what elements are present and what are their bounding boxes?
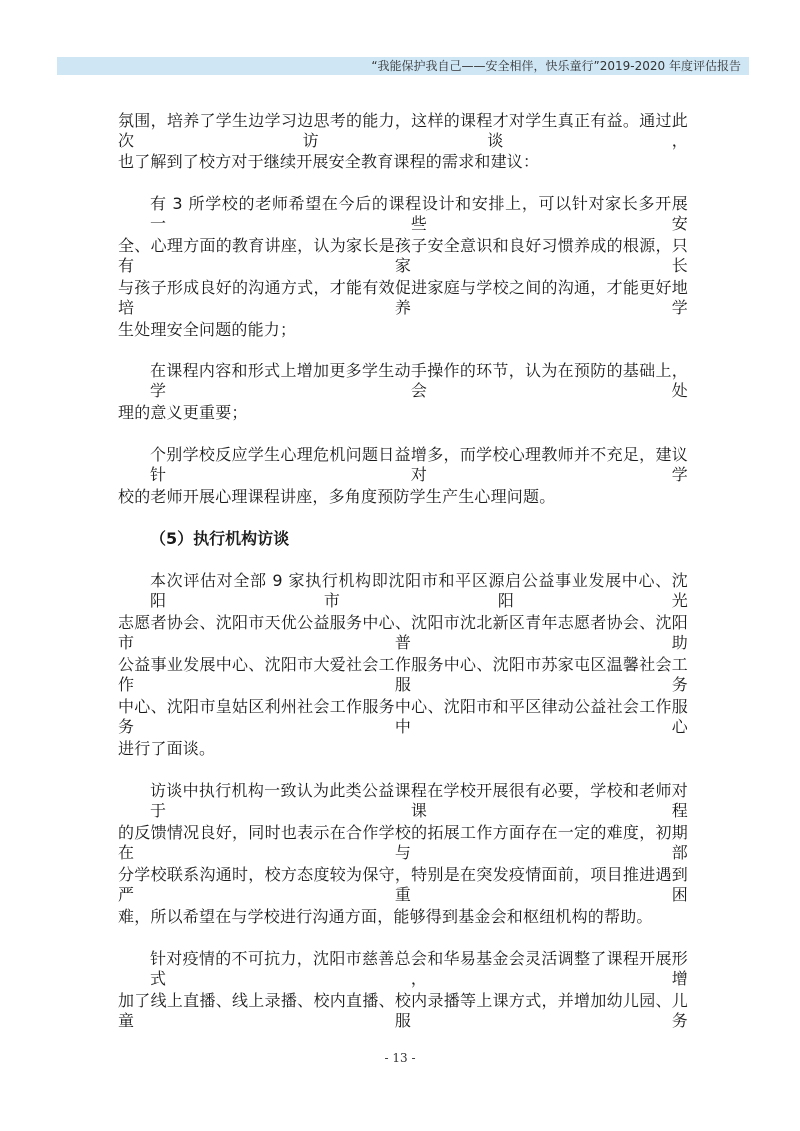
- paragraph-line: 个别学校反应学生心理危机问题日益增多，而学校心理教师并不充足，建议针对学: [150, 445, 688, 484]
- paragraph-line: 也了解到了校方对于继续开展安全教育课程的需求和建议：: [118, 152, 540, 171]
- header-bar: [57, 57, 749, 75]
- paragraph-line: 的反馈情况良好，同时也表示在合作学校的拓展工作方面存在一定的难度，初期在与部: [118, 823, 688, 862]
- paragraph-line: 有 3 所学校的老师希望在今后的课程设计和安排上，可以针对家长多开展一些安: [150, 194, 688, 233]
- paragraph-line: 难，所以希望在与学校进行沟通方面，能够得到基金会和枢纽机构的帮助。: [118, 907, 653, 926]
- paragraph-line: 与孩子形成良好的沟通方式，才能有效促进家庭与学校之间的沟通，才能更好地培养学: [118, 278, 688, 317]
- paragraph-line: 进行了面谈。: [118, 739, 216, 758]
- paragraph-line: 加了线上直播、线上录播、校内直播、校内录播等上课方式，并增加幼儿园、儿童服务: [118, 991, 688, 1030]
- paragraph-line: 理的意义更重要；: [118, 403, 248, 422]
- paragraph-line: 志愿者协会、沈阳市天优公益服务中心、沈阳市沈北新区青年志愿者协会、沈阳市普助: [118, 613, 688, 652]
- paragraph-line: 氛围，培养了学生边学习边思考的能力，这样的课程才对学生真正有益。通过此次访谈，: [118, 111, 688, 150]
- paragraph-line: 中心、沈阳市皇姑区利州社会工作服务中心、沈阳市和平区律动公益社会工作服务中心: [118, 697, 688, 736]
- paragraph-line: 生处理安全问题的能力；: [118, 320, 297, 339]
- paragraph-line: 在课程内容和形式上增加更多学生动手操作的环节，认为在预防的基础上，学会处: [150, 361, 688, 400]
- paragraph-line: 分学校联系沟通时，校方态度较为保守，特别是在突发疫情面前，项目推进遇到严重困: [118, 865, 688, 904]
- section-heading: （5）执行机构访谈: [150, 529, 290, 548]
- report-title: “我能保护我自己——安全相伴，快乐童行”2019-2020 年度评估报告: [371, 59, 741, 73]
- paragraph-line: 本次评估对全部 9 家执行机构即沈阳市和平区源启公益事业发展中心、沈阳市阳光: [150, 571, 688, 610]
- paragraph-line: 公益事业发展中心、沈阳市大爱社会工作服务中心、沈阳市苏家屯区温馨社会工作服务: [118, 655, 688, 694]
- paragraph-line: 全、心理方面的教育讲座，认为家长是孩子安全意识和良好习惯养成的根源，只有家长: [118, 236, 688, 275]
- page-number: - 13 -: [384, 1051, 416, 1065]
- paragraph-line: 访谈中执行机构一致认为此类公益课程在学校开展很有必要，学校和老师对于课程: [150, 781, 688, 820]
- paragraph-line: 针对疫情的不可抗力，沈阳市慈善总会和华易基金会灵活调整了课程开展形式，增: [150, 949, 688, 988]
- paragraph-line: 校的老师开展心理课程讲座，多角度预防学生产生心理问题。: [118, 487, 556, 506]
